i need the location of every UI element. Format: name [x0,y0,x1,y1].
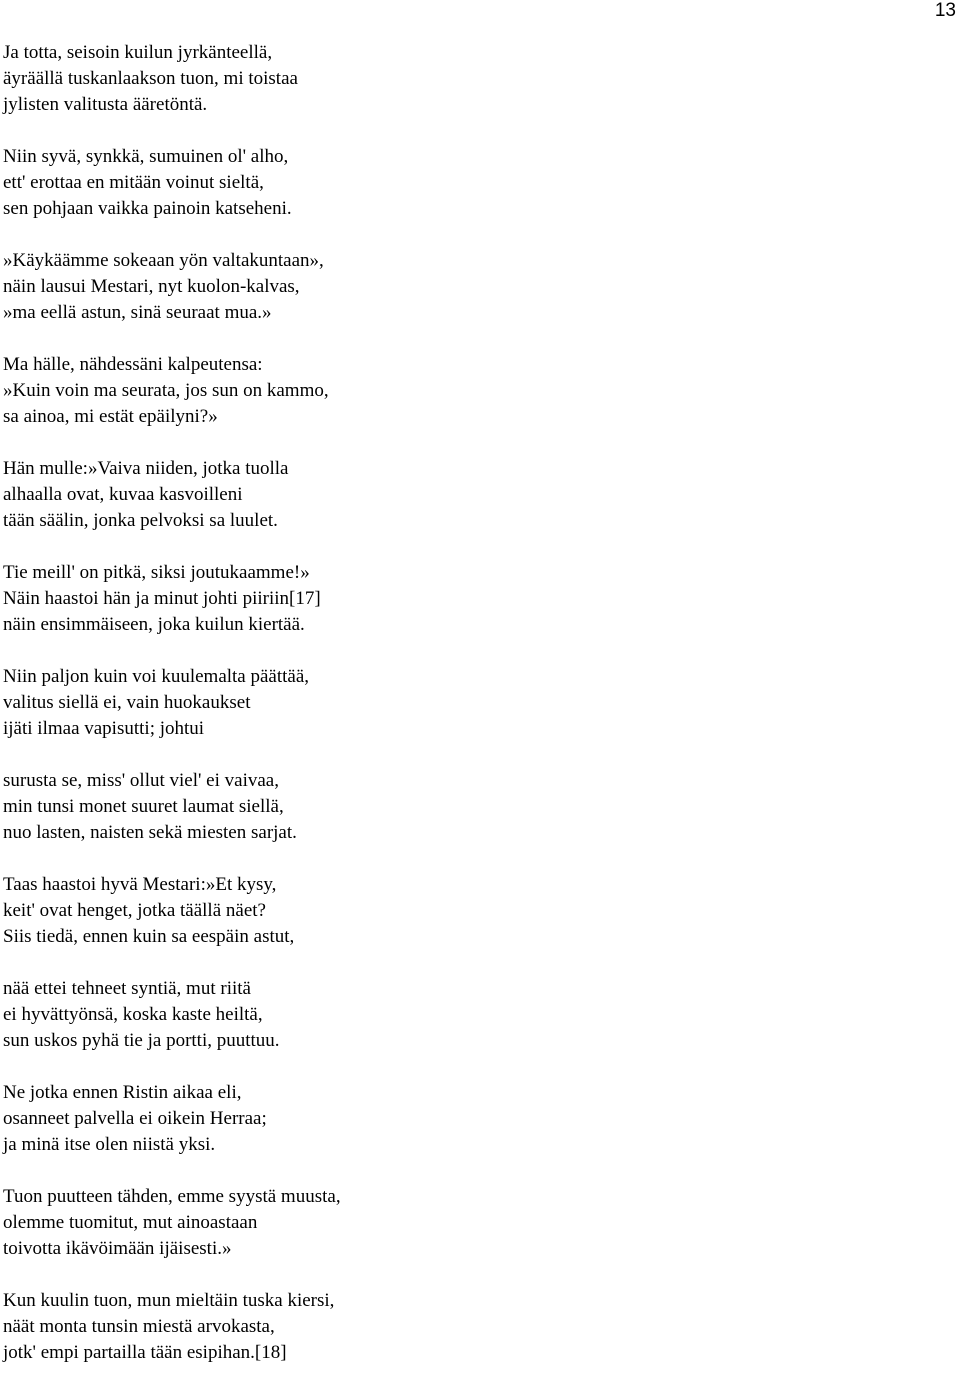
poem-line: ett' erottaa en mitään voinut sieltä, [3,172,264,193]
poem-line: Hän mulle:»Vaiva niiden, jotka tuolla [3,458,289,479]
poem-line: »Kuin voin ma seurata, jos sun on kammo, [3,380,329,401]
poem-line: Tie meill' on pitkä, siksi joutukaamme!» [3,562,310,583]
stanza [3,664,341,742]
poem-line: toivotta ikävöimään ijäisesti.» [3,1238,232,1259]
poem-line: Näin haastoi hän ja minut johti piiriin[17] [3,588,321,609]
poem-line: keit' ovat henget, jotka täällä näet? [3,900,266,921]
poem-line: surusta se, miss' ollut viel' ei vaivaa, [3,770,279,791]
stanza [3,976,341,1054]
stanza [3,768,341,846]
stanza [3,144,341,222]
poem-line: sen pohjaan vaikka painoin katseheni. [3,198,292,219]
poem-line: min tunsi monet suuret laumat siellä, [3,796,284,817]
poem-text [3,40,341,1392]
poem-line: »ma eellä astun, sinä seuraat mua.» [3,302,272,323]
poem-line: Taas haastoi hyvä Mestari:»Et kysy, [3,874,277,895]
poem-line: tään säälin, jonka pelvoksi sa luulet. [3,510,278,531]
poem-line: ei hyvättyönsä, koska kaste heiltä, [3,1004,263,1025]
poem-line: Kun kuulin tuon, mun mieltäin tuska kiersi, [3,1290,335,1311]
poem-line: nää ettei tehneet syntiä, mut riitä [3,978,251,999]
poem-line: Siis tiedä, ennen kuin sa eespäin astut, [3,926,295,947]
poem-line: ijäti ilmaa vapisutti; johtui [3,718,205,739]
poem-line: äyräällä tuskanlaakson tuon, mi toistaa [3,68,298,89]
poem-line: näin lausui Mestari, nyt kuolon-kalvas, [3,276,300,297]
poem-line: osanneet palvella ei oikein Herraa; [3,1108,267,1129]
poem-line: jylisten valitusta ääretöntä. [3,94,208,115]
poem-line: Ma hälle, nähdessäni kalpeutensa: [3,354,263,375]
stanza [3,352,341,430]
poem-line: näin ensimmäiseen, joka kuilun kiertää. [3,614,305,635]
stanza [3,560,341,638]
poem-line: näät monta tunsin miestä arvokasta, [3,1316,275,1337]
stanza [3,872,341,950]
poem-line: Niin syvä, synkkä, sumuinen ol' alho, [3,146,289,167]
poem-line: olemme tuomitut, mut ainoastaan [3,1212,258,1233]
stanza [3,248,341,326]
page-number: 13 [934,0,956,21]
poem-line: Ja totta, seisoin kuilun jyrkänteellä, [3,42,273,63]
poem-line: Ne jotka ennen Ristin aikaa eli, [3,1082,242,1103]
poem-line: jotk' empi partailla tään esipihan.[18] [3,1342,287,1363]
poem-line: alhaalla ovat, kuvaa kasvoilleni [3,484,243,505]
poem-line: valitus siellä ei, vain huokaukset [3,692,251,713]
poem-line: nuo lasten, naisten sekä miesten sarjat. [3,822,297,843]
poem-line: sa ainoa, mi estät epäilyni?» [3,406,218,427]
poem-line: sun uskos pyhä tie ja portti, puuttuu. [3,1030,280,1051]
poem-line: ja minä itse olen niistä yksi. [3,1134,216,1155]
stanza [3,1184,341,1262]
stanza [3,456,341,534]
stanza [3,40,341,118]
stanza [3,1080,341,1158]
poem-line: Niin paljon kuin voi kuulemalta päättää, [3,666,310,687]
stanza [3,1288,341,1366]
poem-line: »Käykäämme sokeaan yön valtakuntaan», [3,250,324,271]
poem-line: Tuon puutteen tähden, emme syystä muusta, [3,1186,341,1207]
